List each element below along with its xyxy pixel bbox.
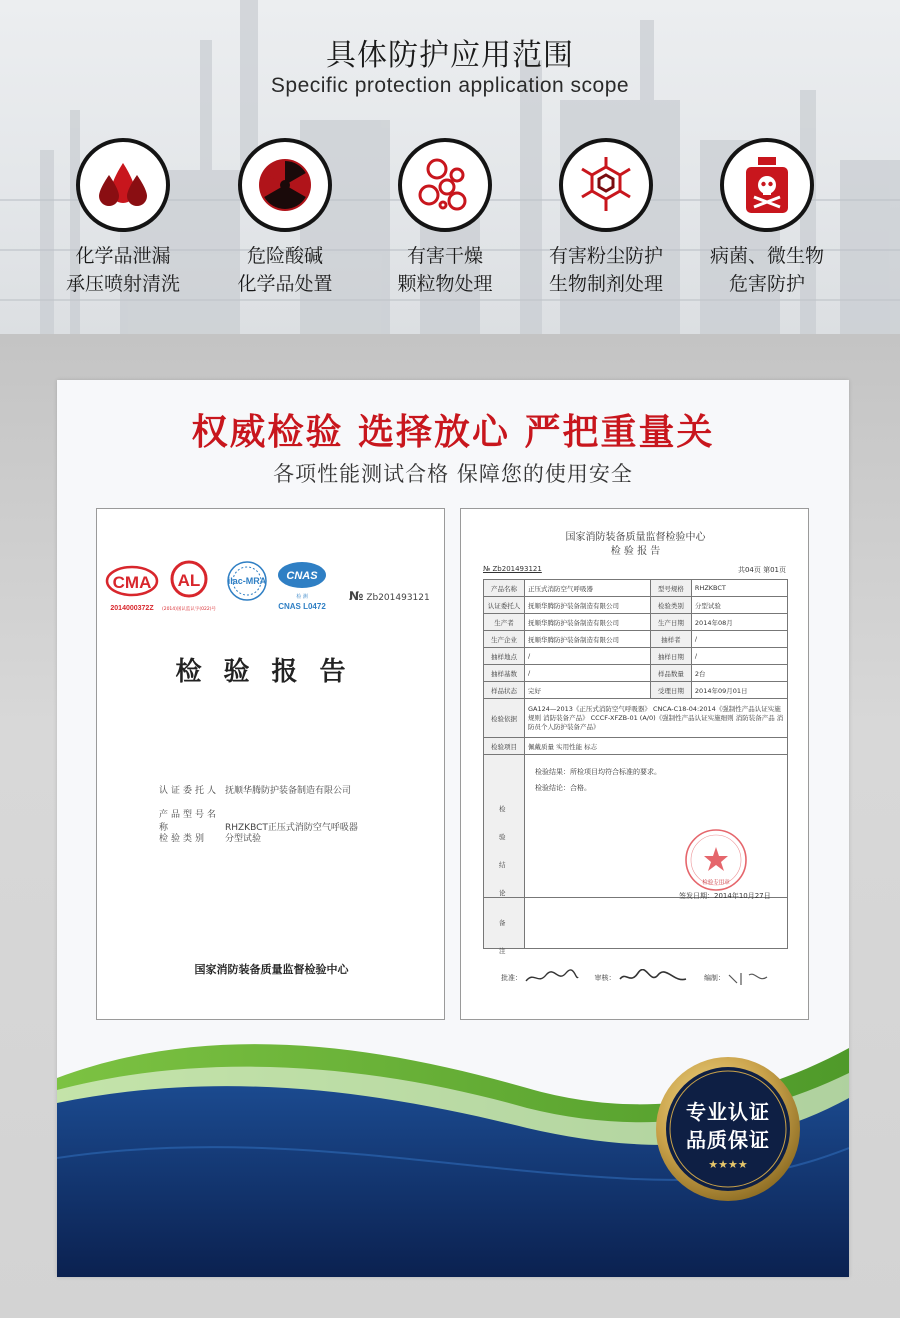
radiation-icon	[238, 138, 332, 232]
table-cell: 分型试验	[691, 597, 787, 614]
cma-logo	[107, 567, 157, 612]
cal-code: (2014)国认监认字(022)号	[161, 607, 217, 612]
cnas-sub: 检 测	[296, 594, 308, 600]
scope-label-line2: 承压喷射清洗	[65, 273, 180, 295]
ilac-mra-logo	[228, 562, 267, 600]
table-cell: 2014年08月	[691, 614, 787, 631]
scope-label-line1: 有害粉尘防护	[548, 245, 663, 267]
table-cell: RHZKBCT	[691, 580, 787, 597]
scope-item-chemical-leak	[48, 138, 198, 298]
table-cell: 抽样地点	[484, 648, 525, 665]
table-row	[484, 631, 788, 648]
particles-icon	[398, 138, 492, 232]
table-cell: 样品数量	[650, 665, 691, 682]
svg-text:CNAS: CNAS	[286, 570, 318, 582]
table-cell: 生产者	[484, 614, 525, 631]
table-row: 检验依据 GA124—2013《正压式消防空气呼吸器》 CNCA-C18-04:2014《强制性产品认证实施规则 消防装备产品》 CCCF-XFZB-01 (A/0)《强制性产品认证实施细则 消防装备产品 消防员个人防护装备产品》	[484, 699, 788, 738]
svg-text:CMA: CMA	[112, 573, 152, 592]
table-cell: 2台	[691, 665, 787, 682]
table-cell: 样品状态	[484, 682, 525, 699]
test-result: 检验结果：所检项目均符合标准的要求。	[535, 768, 661, 776]
table-cell: 抚顺华腾防护装备制造有限公司	[525, 631, 651, 648]
table-row	[484, 682, 788, 699]
cover-field-category: 检验类别 分型试验	[159, 834, 262, 844]
table-cell: 受理日期	[650, 682, 691, 699]
scope-section	[0, 0, 900, 334]
scope-item-dry-particles	[370, 138, 520, 298]
report-page-title: 检 验 报 告	[610, 546, 661, 557]
scope-item-acid-base	[210, 138, 360, 298]
table-row	[484, 898, 788, 949]
molecule-icon	[559, 138, 653, 232]
table-cell: /	[525, 665, 651, 682]
table-cell: 抽样日期	[650, 648, 691, 665]
table-row	[484, 597, 788, 614]
table-row	[484, 648, 788, 665]
report-page-header	[461, 531, 810, 559]
remark-side-label: 备注	[499, 919, 506, 955]
report-cover	[96, 508, 445, 1020]
conclusion-side-label: 检验结论	[499, 805, 506, 897]
signature-compile	[727, 969, 771, 987]
report-issuer: 国家消防装备质量监督检验中心	[194, 963, 349, 976]
table-cell: 抚顺华腾防护装备制造有限公司	[525, 597, 651, 614]
svg-text:AL: AL	[177, 571, 201, 590]
table-row	[484, 580, 788, 597]
quality-badge	[653, 1054, 803, 1208]
report-org: 国家消防装备质量监督检验中心	[565, 532, 706, 543]
cover-field-client: 认证委托人 抚顺华腾防护装备制造有限公司	[159, 786, 352, 796]
certification-headline: 权威检验 选择放心 严把重量关	[191, 412, 715, 453]
table-cell: 产品名称	[484, 580, 525, 597]
cover-field-model: 产品型号名称 RHZKBCT正压式消防空气呼吸器	[159, 810, 358, 833]
badge-line2: 品质保证	[686, 1128, 770, 1152]
cnas-code: CNAS L0472	[278, 602, 326, 611]
badge-stars: ★★★★	[708, 1158, 748, 1171]
signature-review	[618, 969, 688, 987]
scope-label-line2: 颗粒物处理	[397, 273, 493, 295]
scope-label-line1: 病菌、微生物	[709, 245, 824, 267]
scope-item-bacteria	[692, 138, 842, 298]
table-cell: /	[525, 648, 651, 665]
table-cell: 抽样者	[650, 631, 691, 648]
table-cell: 型号规格	[650, 580, 691, 597]
table-cell: 抚顺华腾防护装备制造有限公司	[525, 614, 651, 631]
table-cell: 生产日期	[650, 614, 691, 631]
signature-approve	[524, 969, 580, 987]
chemical-drops-icon	[76, 138, 170, 232]
scope-label-line2: 生物制剂处理	[548, 273, 663, 295]
cma-code: 2014000372Z	[110, 605, 154, 612]
skull-bottle-icon	[720, 138, 814, 232]
cal-logo	[162, 562, 217, 612]
table-cell: 检验类别	[650, 597, 691, 614]
red-seal-stamp	[683, 827, 749, 893]
table-cell: 抽样基数	[484, 665, 525, 682]
table-cell: 生产企业	[484, 631, 525, 648]
table-cell: /	[691, 648, 787, 665]
scope-label-line1: 有害干燥	[406, 245, 483, 267]
badge-line1: 专业认证	[686, 1100, 770, 1124]
report-page-count: 共04页 第01页	[737, 566, 786, 574]
report-page	[460, 508, 809, 1020]
table-row	[484, 614, 788, 631]
table-cell: /	[691, 631, 787, 648]
signatures-row: 批准： 审核： 编制：	[501, 969, 771, 987]
table-cell: 完好	[525, 682, 651, 699]
table-row	[484, 665, 788, 682]
scope-label-line1: 危险酸碱	[246, 245, 323, 267]
table-row: 检验项目 佩戴质量 实用性能 标志	[484, 738, 788, 755]
page-subtitle: Specific protection application scope	[270, 74, 630, 97]
certification-marks	[105, 557, 345, 617]
report-title: 检验报告	[175, 657, 368, 687]
certification-card	[57, 380, 849, 1277]
test-conclusion: 检验结论：合格。	[535, 784, 591, 792]
scope-item-harmful-dust	[531, 138, 681, 298]
table-cell: 2014年09月01日	[691, 682, 787, 699]
report-number: № Zb201493121	[349, 589, 430, 603]
scope-label-line1: 化学品泄漏	[75, 245, 171, 267]
sign-date: 签发日期：2014年10月27日	[679, 892, 771, 900]
table-cell: 认证委托人	[484, 597, 525, 614]
table-cell: 正压式消防空气呼吸器	[525, 580, 651, 597]
cnas-logo	[278, 562, 326, 611]
report-page-number: № Zb201493121	[483, 565, 542, 573]
certification-subheadline: 各项性能测试合格 保障您的使用安全	[273, 462, 633, 486]
scope-label-line2: 化学品处置	[237, 273, 333, 295]
stamp-text: 检验专用章	[702, 880, 730, 886]
page-title: 具体防护应用范围	[326, 38, 574, 73]
scope-label-line2: 危害防护	[728, 273, 805, 295]
svg-text:ilac-MRA: ilac-MRA	[227, 576, 267, 586]
